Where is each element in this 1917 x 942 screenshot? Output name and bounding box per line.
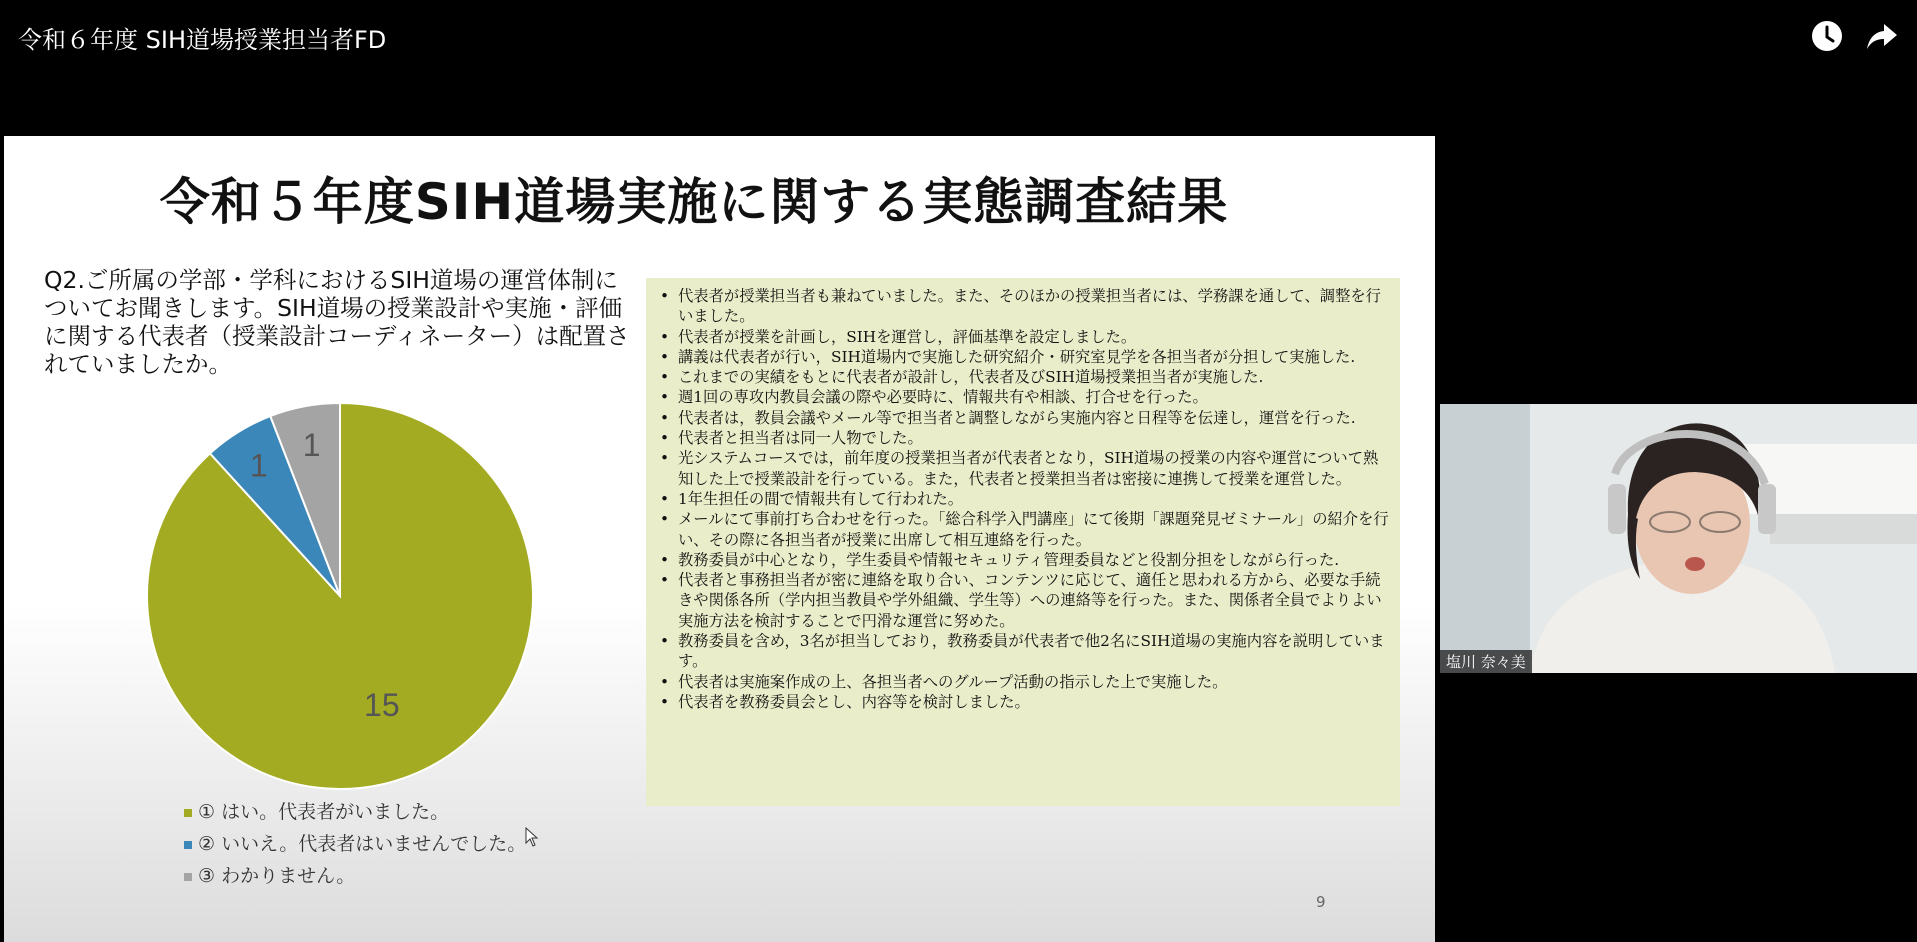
response-item: • 代表者は，教員会議やメール等で担当者と調整しながら実施内容と日程等を伝達し，運営を行った. (656, 408, 1392, 428)
response-item: • メールにて事前打ち合わせを行った。「総合科学入門講座」にて後期「課題発見ゼミナール」の紹介を行い、その際に各担当者が授業に出席して相互連絡を行った。 (656, 509, 1392, 550)
legend-item (184, 828, 526, 860)
pie-data-label: 1 (249, 447, 268, 484)
response-item: • 光システムコースでは，前年度の授業担当者が代表者となり，SIH道場の授業の内容や運営について熟知した上で授業設計を行っている。また，代表者と授業担当者は密接に連携して授業を運営した。 (656, 448, 1392, 489)
slide-page-number: 9 (1316, 893, 1326, 911)
video-title[interactable]: 令和６年度 SIH道場授業担当者FD (18, 26, 387, 54)
response-item: • 1年生担任の間で情報共有して行われた。 (656, 489, 1392, 509)
survey-question: Q2.ご所属の学部・学科におけるSIH道場の運営体制についてお聞きします。SIH道場の授業設計や実施・評価に関する代表者（授業設計コーディネーター）は配置されていましたか。 (44, 266, 630, 378)
responses-box (646, 278, 1400, 806)
presentation-slide (4, 136, 1435, 942)
legend-label: ① はい。代表者がいました。 (198, 801, 450, 823)
response-item: • 代表者は実施案作成の上、各担当者へのグループ活動の指示した上で実施した。 (656, 672, 1392, 692)
share-icon[interactable] (1864, 18, 1900, 54)
chart-legend (184, 796, 526, 892)
legend-swatch (184, 841, 192, 849)
response-item: • これまでの実績をもとに代表者が設計し，代表者及びSIH道場授業担当者が実施した. (656, 367, 1392, 387)
participant-name: 塩川 奈々美 (1440, 650, 1532, 673)
legend-label: ② いいえ。代表者はいませんでした。 (198, 833, 527, 855)
pie-chart (140, 396, 540, 796)
pie-data-label: 15 (364, 686, 400, 723)
response-item: • 代表者が授業担当者も兼ねていました。また、そのほかの授業担当者には、学務課を通して、調整を行いました。 (656, 286, 1392, 327)
response-item: • 代表者が授業を計画し，SIHを運営し，評価基準を設定しました。 (656, 327, 1392, 347)
response-item: • 週1回の専攻内教員会議の際や必要時に、情報共有や相談、打合せを行った。 (656, 387, 1392, 407)
legend-item (184, 860, 526, 892)
video-top-bar (0, 0, 1917, 72)
mouse-cursor-icon (525, 827, 539, 847)
legend-item (184, 796, 526, 828)
participant-image (1440, 404, 1917, 673)
response-item: • 代表者を教務委員会とし、内容等を検討しました。 (656, 692, 1392, 712)
slide-title: 令和５年度SIH道場実施に関する実態調査結果 (159, 173, 1229, 231)
response-item: • 代表者と担当者は同一人物でした。 (656, 428, 1392, 448)
participant-video[interactable] (1440, 404, 1917, 673)
responses-list (656, 286, 1392, 712)
response-item: • 講義は代表者が行い，SIH道場内で実施した研究紹介・研究室見学を各担当者が分担して実施した. (656, 347, 1392, 367)
response-item: • 教務委員が中心となり，学生委員や情報セキュリティ管理委員などと役割分担をしながら行った. (656, 550, 1392, 570)
legend-swatch (184, 809, 192, 817)
response-item: • 教務委員を含め，3名が担当しており，教務委員が代表者で他2名にSIH道場の実施内容を説明しています。 (656, 631, 1392, 672)
response-item: • 代表者と事務担当者が密に連絡を取り合い、コンテンツに応じて、適任と思われる方から、必要な手続きや関係各所（学内担当教員や学外組織、学生等）への連絡等を行った。また、関係者全員でよりよい実施方法を検討することで円滑な運営に努めた。 (656, 570, 1392, 631)
legend-swatch (184, 873, 192, 881)
pie-data-label: 1 (302, 427, 321, 464)
clock-icon[interactable] (1809, 18, 1845, 54)
legend-label: ③ わかりません。 (198, 865, 356, 887)
